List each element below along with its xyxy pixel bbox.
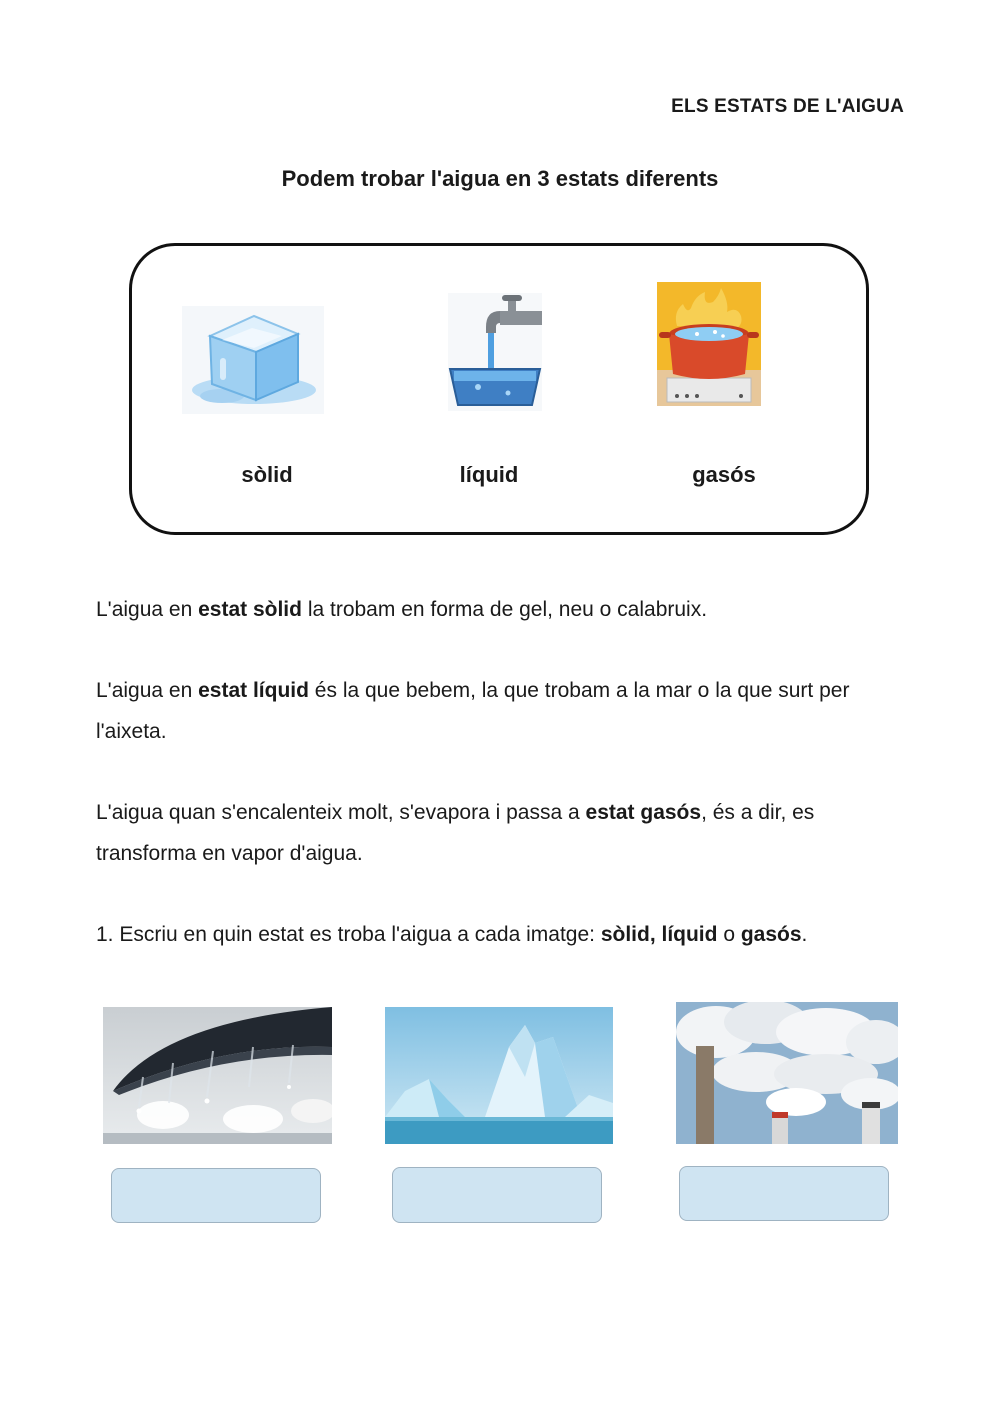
paragraph-liquid-text-1: L'aigua en xyxy=(96,679,199,702)
exercise-text-1: 1. Escriu en quin estat es troba l'aigua a cada imatge: xyxy=(96,923,601,946)
paragraph-liquid-bold: estat líquid xyxy=(198,679,309,702)
answer-input-2[interactable] xyxy=(392,1167,602,1223)
exercise-text-3: . xyxy=(801,923,808,946)
paragraph-liquid xyxy=(96,670,906,752)
paragraph-solid-bold: estat sòlid xyxy=(198,598,302,621)
exercise-bold-1: sòlid, líquid xyxy=(600,923,718,946)
paragraph-gas xyxy=(96,792,906,874)
paragraph-liquid-text-2: és la que bebem, la que trobam a la mar o la que surt per l'aixeta. xyxy=(96,679,850,743)
paragraph-solid-text-2: la trobam en forma de gel, neu o calabruix. xyxy=(301,598,708,621)
paragraph-solid-text-1: L'aigua en xyxy=(96,598,199,621)
umbrella-rain-photo xyxy=(103,1007,332,1144)
paragraph-gas-text-1: L'aigua quan s'encalenteix molt, s'evapora i passa a xyxy=(96,801,586,824)
exercise-instruction xyxy=(96,914,906,955)
answer-input-1[interactable] xyxy=(111,1168,321,1223)
answer-input-3[interactable] xyxy=(679,1166,889,1221)
state-label-gas: gasós xyxy=(692,462,756,487)
page-subtitle: Podem trobar l'aigua en 3 estats diferents xyxy=(281,166,719,191)
faucet-icon xyxy=(448,293,542,411)
iceberg-photo xyxy=(385,1007,613,1144)
paragraph-gas-text-2: , és a dir, es transforma en vapor d'aigua. xyxy=(96,801,815,865)
chimney-smoke-photo xyxy=(676,1002,898,1144)
page-header-title: ELS ESTATS DE L'AIGUA xyxy=(671,96,904,117)
exercise-bold-2: gasós xyxy=(740,923,802,946)
state-label-solid: sòlid xyxy=(241,462,293,487)
paragraph-solid xyxy=(96,589,906,630)
exercise-text-2: o xyxy=(717,923,741,946)
ice-cube-icon xyxy=(182,306,324,414)
boiling-pot-icon xyxy=(657,282,761,406)
state-label-liquid: líquid xyxy=(459,462,519,487)
paragraph-gas-bold: estat gasós xyxy=(585,801,702,824)
